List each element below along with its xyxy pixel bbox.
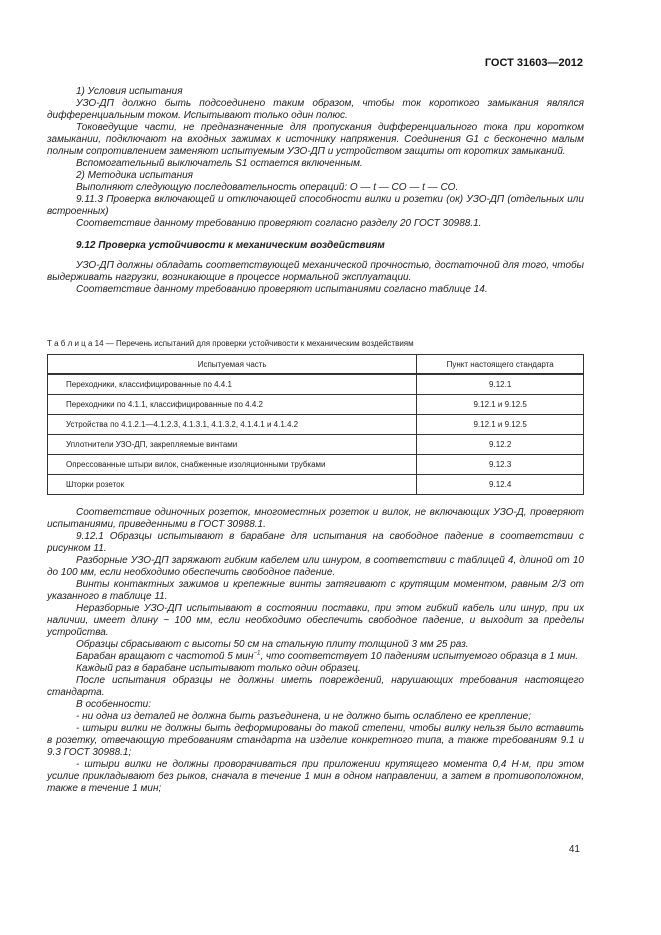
paragraph: 9.11.3 Проверка включающей и отключающей способности вилки и розетки (ок) УЗО-ДП (отдельных или встроенных) bbox=[47, 194, 584, 217]
table-cell: Переходники по 4.1.1, классифицированные по 4.4.2 bbox=[48, 395, 417, 415]
top-text-block bbox=[47, 86, 584, 296]
paragraph: Образцы сбрасывают с высоты 50 см на стальную плиту толщиной 3 мм 25 раз. bbox=[76, 639, 469, 650]
tests-table bbox=[47, 354, 584, 495]
table-cell: Опрессованные штыри вилок, снабженные изоляционными трубками bbox=[48, 455, 417, 475]
table-cell: Устройства по 4.1.2.1—4.1.2.3, 4.1.3.1, 4.1.3.2, 4.1.4.1 и 4.1.4.2 bbox=[48, 415, 417, 435]
table-cell: 9.12.3 bbox=[417, 455, 584, 475]
paragraph: 2) Методика испытания bbox=[76, 170, 193, 181]
paragraph: УЗО-ДП должны обладать соответствующей механической прочностью, достаточной для того, чтобы выдерживать нагрузки, возникающие в процессе нормальной эксплуатации. bbox=[47, 260, 584, 283]
paragraph: Вспомогательный выключатель S1 остается включенным. bbox=[76, 158, 363, 169]
table-cell: 9.12.4 bbox=[417, 475, 584, 495]
table-row bbox=[48, 415, 584, 435]
paragraph: УЗО-ДП должно быть подсоединено таким образом, чтобы ток короткого замыкания являлся дифференциальным током. Испытывают только один полюс. bbox=[47, 98, 584, 121]
drum-text-end: , что соответствует 10 падениям испытуемого образца в 1 мин. bbox=[260, 651, 579, 662]
paragraph: 9.12.1 Образцы испытывают в барабане для испытания на свободное падение в соответствии с рисунком 11. bbox=[47, 531, 584, 554]
paragraph: 1) Условия испытания bbox=[76, 86, 183, 97]
paragraph: Соответствие одиночных розеток, многоместных розеток и вилок, не включающих УЗО-Д, проверяют испытаниями, приведенными в ГОСТ 30988.1. bbox=[47, 507, 584, 530]
table-row bbox=[48, 475, 584, 495]
paragraph: Соответствие данному требованию проверяют согласно разделу 20 ГОСТ 30988.1. bbox=[76, 218, 482, 229]
page-number: 41 bbox=[568, 844, 580, 855]
paragraph: Винты контактных зажимов и крепежные винты затягивают с крутящим моментом, равным 2/3 от указанного в таблице 11. bbox=[47, 579, 584, 602]
column-header: Испытуемая часть bbox=[48, 355, 417, 375]
table-row bbox=[48, 395, 584, 415]
column-header: Пункт настоящего стандарта bbox=[417, 355, 584, 375]
paragraph: Выполняют следующую последовательность операций: O — t — CO — t — CO. bbox=[76, 182, 459, 193]
section-heading: 9.12 Проверка устойчивости к механическим воздействиям bbox=[76, 240, 385, 251]
paragraph: Каждый раз в барабане испытывают только один образец. bbox=[76, 663, 361, 674]
drum-paragraph bbox=[47, 651, 584, 663]
table-row bbox=[48, 374, 584, 395]
table-cell: Переходники, классифицированные по 4.4.1 bbox=[48, 374, 417, 395]
table-header-row bbox=[48, 355, 584, 375]
paragraph: Соответствие данному требованию проверяют испытаниями согласно таблице 14. bbox=[76, 284, 488, 295]
table-caption: Т а б л и ц а 14 — Перечень испытаний для проверки устойчивости к механическим воздействиям bbox=[47, 339, 414, 348]
table-cell: 9.12.1 и 9.12.5 bbox=[417, 395, 584, 415]
table-cell: Шторки розеток bbox=[48, 475, 417, 495]
paragraph: После испытания образцы не должны иметь повреждений, нарушающих требования настоящего стандарта. bbox=[47, 675, 584, 698]
paragraph: Токоведущие части, не предназначенные для пропускания дифференциального тока при коротком замыкании, подключают на входных зажимах к источнику напряжения. Соединения G1 с бесконечно малым полным сопротивлением заменяют испытуемым УЗО-ДП и устройством защиты от коротких замыканий. bbox=[47, 122, 584, 157]
table-row bbox=[48, 455, 584, 475]
document-number: ГОСТ 31603—2012 bbox=[484, 57, 583, 69]
paragraph: В особенности: bbox=[76, 699, 151, 710]
list-item: - штыри вилки не должны быть деформированы до такой степени, чтобы вилку нельзя было вставить в розетку, отвечающую требованиям стандарта на изделие конкретного типа, а также требованиям 9.1 и 9.3 ГОСТ 30988.1; bbox=[47, 723, 584, 758]
paragraph: Неразборные УЗО-ДП испытывают в состоянии поставки, при этом гибкий кабель или шнур, при их наличии, имеет длину ~ 100 мм, если необходимо обеспечить свободное падение, и выходит за пределы устройства. bbox=[47, 603, 584, 638]
paragraph: Разборные УЗО-ДП заряжают гибким кабелем или шнуром, в соответствии с таблицей 4, длиной от 10 до 100 мм, если необходимо обеспечить свободное падение. bbox=[47, 555, 584, 578]
table-row bbox=[48, 435, 584, 455]
list-item: - ни одна из деталей не должна быть разъединена, и не должно быть ослаблено ее крепление; bbox=[76, 711, 531, 722]
bottom-text-block bbox=[47, 507, 584, 795]
drum-text-start: Барабан вращают с частотой 5 мин bbox=[76, 651, 254, 662]
table-cell: Уплотнители УЗО-ДП, закрепляемые винтами bbox=[48, 435, 417, 455]
table-cell: 9.12.1 и 9.12.5 bbox=[417, 415, 584, 435]
list-item: - штыри вилки не должны проворачиваться при приложении крутящего момента 0,4 Н·м, при этом усилие прикладывают без рыков, сначала в течение 1 мин в одном направлении, а затем в противоположном, также в течение 1 мин; bbox=[47, 759, 584, 794]
table-cell: 9.12.1 bbox=[417, 374, 584, 395]
drum-exponent: −1 bbox=[253, 650, 261, 657]
table-cell: 9.12.2 bbox=[417, 435, 584, 455]
